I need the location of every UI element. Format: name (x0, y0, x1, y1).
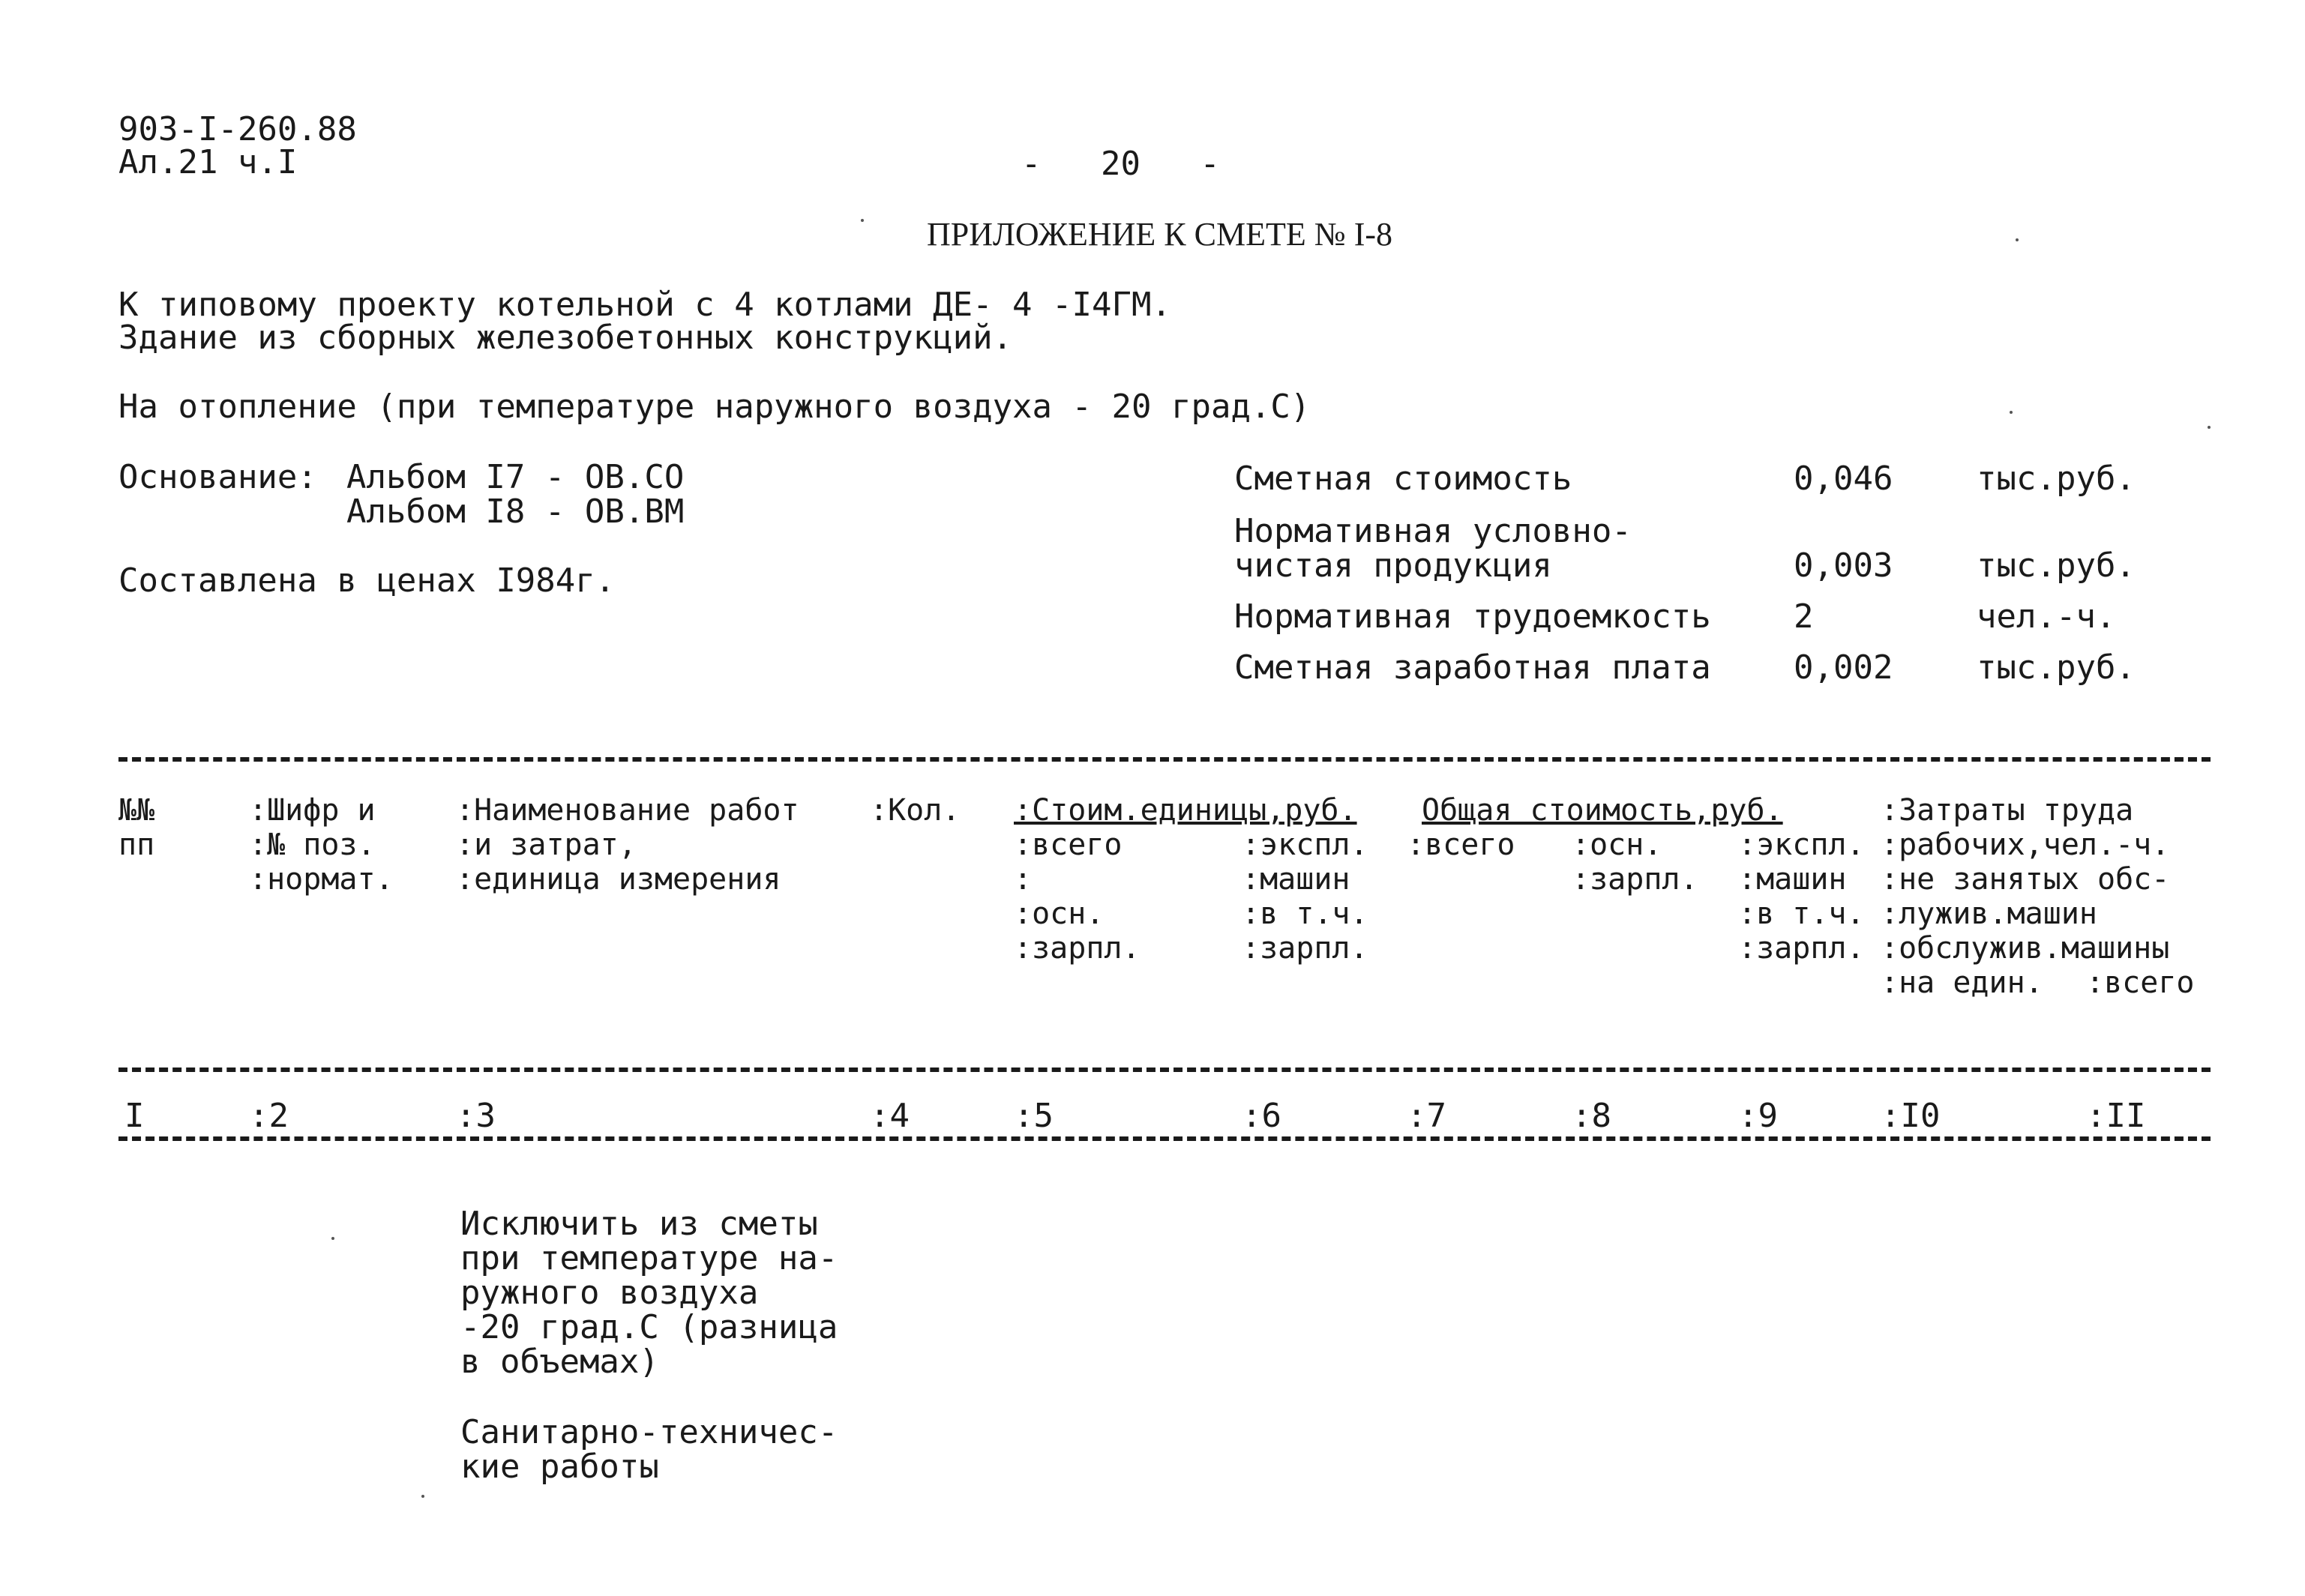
exclusion-note: Исключить из сметы при температуре на- ружного воздуха -20 град.С (разница в объемах) (460, 1205, 838, 1381)
album-reference: Ал.21 ч.I (118, 143, 298, 181)
summary-unit-cost: тыс.руб. (1977, 460, 2136, 498)
column-number-4: :4 (870, 1097, 910, 1135)
header-col-name: :Наименование работ :и затрат, :единица измерения (456, 793, 799, 897)
section-title: Санитарно-техничес- кие работы (460, 1413, 838, 1486)
summary-label-products: Нормативная условно- чистая продукция (1234, 512, 1632, 585)
scan-speck (2208, 426, 2211, 429)
project-line-1: К типовому проекту котельной с 4 котлами ДЕ- 4 -I4ГМ. (118, 286, 1171, 324)
column-number-9: :9 (1738, 1097, 1778, 1135)
header-col-unit-total: :всего : :осн. :зарпл. (1014, 828, 1141, 966)
header-col-labor: :Затраты труда :рабочих,чел.-ч. :не занятых обс- :лужив.машин :обслужив.машины (1881, 793, 2170, 966)
header-col-labor-total: :всего (2086, 966, 2195, 1000)
summary-value-products: 0,003 (1794, 546, 1893, 585)
summary-unit-products: тыс.руб. (1977, 546, 2136, 585)
header-col-number: №№ пп (118, 793, 155, 862)
basis-album-2: Альбом I8 - ОВ.ВМ (346, 493, 685, 531)
column-number-5: :5 (1014, 1097, 1054, 1135)
document-code: 903-I-260.88 (118, 110, 357, 148)
header-col-quantity: :Кол. (870, 793, 961, 828)
table-top-divider (118, 757, 2211, 762)
column-number-10: :I0 (1881, 1097, 1941, 1135)
header-total-cost-group: Общая стоимость,руб. (1422, 793, 1783, 828)
column-number-2: :2 (249, 1097, 289, 1135)
scan-speck (2016, 238, 2019, 241)
scan-speck (421, 1495, 424, 1498)
header-col-base-wages: :осн. :зарпл. (1572, 828, 1698, 897)
appendix-title: ПРИЛОЖЕНИЕ К СМЕТЕ № I-8 (927, 216, 1393, 253)
summary-label-cost: Сметная стоимость (1234, 460, 1572, 498)
scan-speck (861, 219, 864, 222)
project-line-2: Здание из сборных железобетонных конструкций. (118, 319, 1013, 357)
summary-label-labor: Нормативная трудоемкость (1234, 597, 1711, 636)
summary-value-wages: 0,002 (1794, 648, 1893, 687)
header-unit-cost-group: :Стоим.единицы,руб. (1014, 793, 1357, 828)
column-numbers-divider (118, 1136, 2211, 1141)
basis-album-1: Альбом I7 - ОВ.СО (346, 458, 685, 496)
column-number-1: I (124, 1097, 145, 1135)
column-number-3: :3 (456, 1097, 496, 1135)
page-number: - 20 - (1021, 145, 1220, 183)
price-basis: Составлена в ценах I984г. (118, 561, 616, 600)
header-col-total: :всего (1407, 828, 1515, 862)
summary-label-wages: Сметная заработная плата (1234, 648, 1711, 687)
summary-value-cost: 0,046 (1794, 460, 1893, 498)
column-number-11: :II (2086, 1097, 2146, 1135)
heating-conditions: На отопление (при температуре наружного воздуха - 20 град.С) (118, 388, 1311, 426)
summary-value-labor: 2 (1794, 597, 1814, 636)
header-col-machines: :экспл. :машин :в т.ч. :зарпл. (1738, 828, 1865, 966)
header-col-unit-machines: :экспл. :машин :в т.ч. :зарпл. (1242, 828, 1368, 966)
column-number-8: :8 (1572, 1097, 1611, 1135)
basis-label: Основание: (118, 458, 317, 496)
scan-speck (331, 1237, 334, 1240)
summary-unit-labor: чел.-ч. (1977, 597, 2116, 636)
column-number-7: :7 (1407, 1097, 1446, 1135)
header-col-labor-per-unit: :на един. (1881, 966, 2043, 1000)
scan-speck (2010, 411, 2013, 414)
header-col-code: :Шифр и :№ поз. :нормат. (249, 793, 394, 897)
summary-unit-wages: тыс.руб. (1977, 648, 2136, 687)
column-number-6: :6 (1242, 1097, 1281, 1135)
table-header-divider (118, 1067, 2211, 1072)
